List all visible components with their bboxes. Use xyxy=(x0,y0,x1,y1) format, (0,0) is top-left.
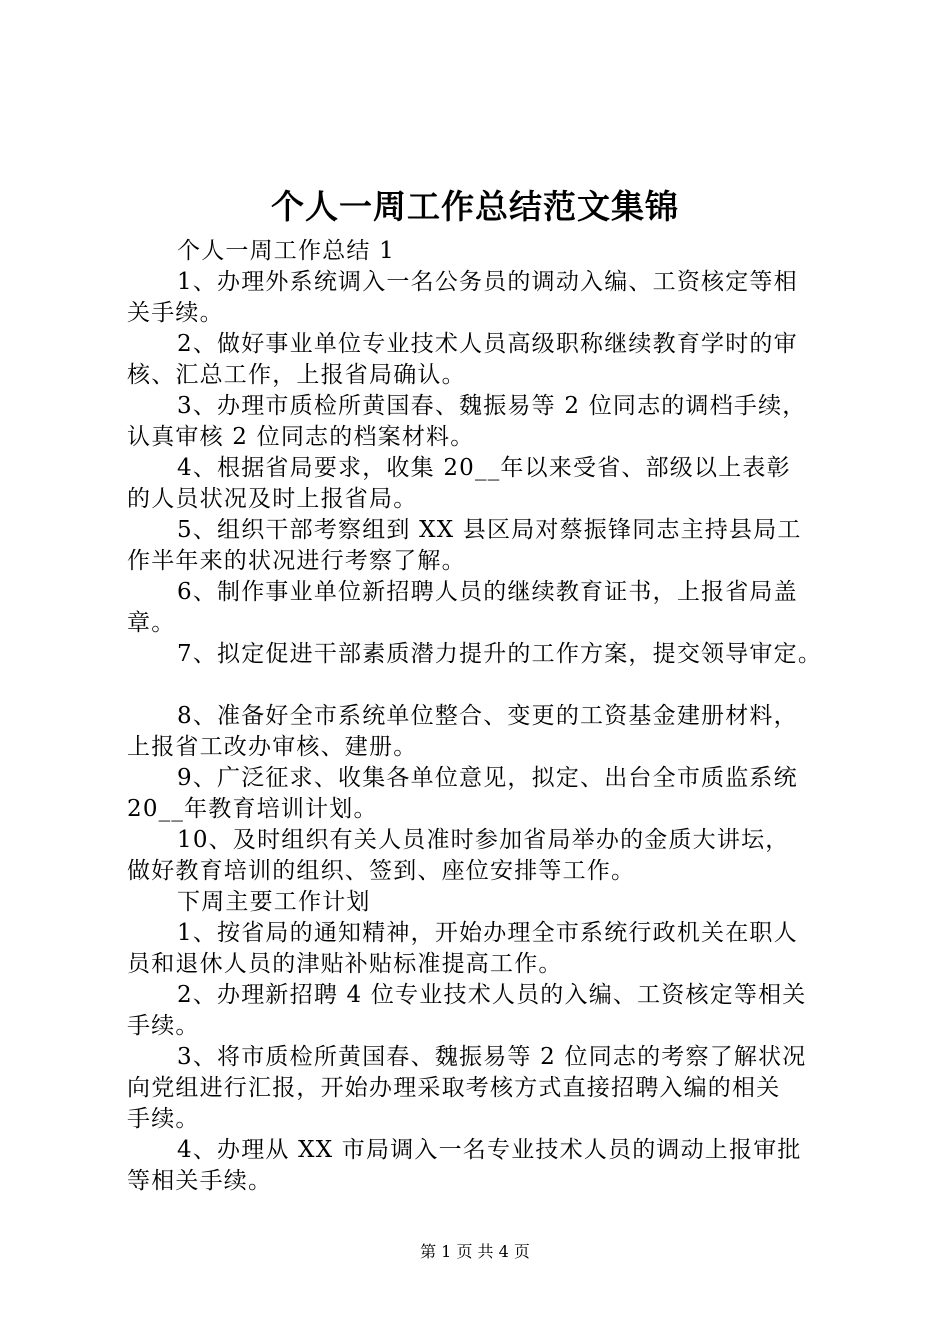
text-line: 4、根据省局要求，收集 20__年以来受省、部级以上表彰 xyxy=(177,455,791,481)
text-line: 手续。 xyxy=(127,1106,200,1132)
text-line: 认真审核 2 位同志的档案材料。 xyxy=(127,424,475,450)
text-line: 下周主要工作计划 xyxy=(177,889,371,915)
text-line: 个人一周工作总结 1 xyxy=(177,238,395,264)
text-line: 8、准备好全市系统单位整合、变更的工资基金建册材料， xyxy=(177,703,798,729)
text-line: 3、办理市质检所黄国春、魏振易等 2 位同志的调档手续， xyxy=(177,393,807,419)
text-line: 5、组织干部考察组到 XX 县区局对蔡振锋同志主持县局工 xyxy=(177,517,802,543)
document-body xyxy=(127,236,835,1197)
page-footer: 第 1 页 共 4 页 xyxy=(420,1242,530,1261)
blank-line xyxy=(127,670,835,701)
text-line: 6、制作事业单位新招聘人员的继续教育证书，上报省局盖 xyxy=(177,579,798,605)
text-line: 的人员状况及时上报省局。 xyxy=(127,486,418,512)
text-line: 上报省工改办审核、建册。 xyxy=(127,734,418,760)
text-line: 9、广泛征求、收集各单位意见，拟定、出台全市质监系统 xyxy=(177,765,798,791)
text-line: 做好教育培训的组织、签到、座位安排等工作。 xyxy=(127,858,636,884)
text-line: 核、汇总工作，上报省局确认。 xyxy=(127,362,466,388)
text-line: 3、将市质检所黄国春、魏振易等 2 位同志的考察了解状况 xyxy=(177,1044,807,1070)
text-line: 向党组进行汇报，开始办理采取考核方式直接招聘入编的相关 xyxy=(127,1075,781,1101)
text-line: 10、及时组织有关人员准时参加省局举办的金质大讲坛， xyxy=(177,827,790,853)
text-line: 7、拟定促进干部素质潜力提升的工作方案，提交领导审定。 xyxy=(177,641,823,667)
text-line: 1、办理外系统调入一名公务员的调动入编、工资核定等相 xyxy=(177,269,798,295)
text-line: 员和退休人员的津贴补贴标准提高工作。 xyxy=(127,951,563,977)
text-line: 2、做好事业单位专业技术人员高级职称继续教育学时的审 xyxy=(177,331,798,357)
text-line: 20__年教育培训计划。 xyxy=(127,796,378,822)
text-line: 4、办理从 XX 市局调入一名专业技术人员的调动上报审批 xyxy=(177,1137,802,1163)
text-line: 章。 xyxy=(127,610,176,636)
text-line: 2、办理新招聘 4 位专业技术人员的入编、工资核定等相关 xyxy=(177,982,807,1008)
text-line: 关手续。 xyxy=(127,300,224,326)
text-line: 1、按省局的通知精神，开始办理全市系统行政机关在职人 xyxy=(177,920,798,946)
text-line: 等相关手续。 xyxy=(127,1168,273,1194)
document-title: 个人一周工作总结范文集锦 xyxy=(271,187,679,226)
text-line: 作半年来的状况进行考察了解。 xyxy=(127,548,466,574)
text-line: 手续。 xyxy=(127,1013,200,1039)
